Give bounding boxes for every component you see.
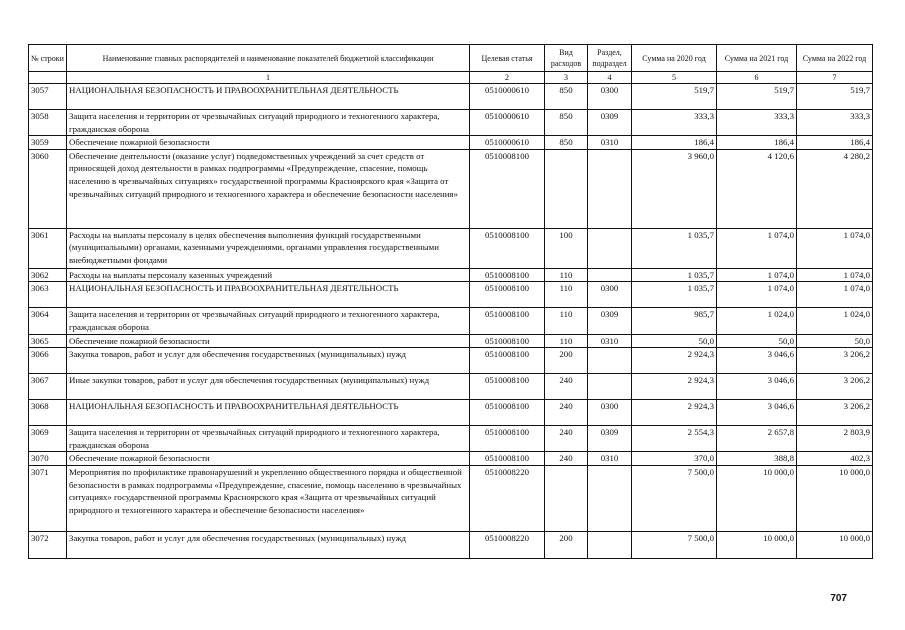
row-sum-2021-cell: 3 046,6	[717, 348, 797, 374]
table-row	[29, 308, 873, 334]
column-number: 5	[632, 72, 717, 84]
row-target-cell: 0510008100	[470, 308, 545, 334]
table-row	[29, 110, 873, 136]
row-name-cell: Обеспечение пожарной безопасности	[67, 136, 470, 150]
row-target-cell: 0510008100	[470, 348, 545, 374]
row-sum-2021-cell: 10 000,0	[717, 465, 797, 531]
row-target-cell: 0510008100	[470, 268, 545, 282]
row-expense-type-cell: 110	[545, 334, 588, 348]
row-sum-2021-cell: 1 074,0	[717, 268, 797, 282]
row-number-cell: 3072	[29, 531, 67, 558]
table-row	[29, 334, 873, 348]
row-sum-2022-cell: 402,3	[797, 452, 873, 466]
row-name-cell: Защита населения и территории от чрезвычайных ситуаций природного и техногенного характера, гражданская оборона	[67, 426, 470, 452]
row-sum-2022-cell: 10 000,0	[797, 531, 873, 558]
row-section-cell	[588, 531, 632, 558]
table-row	[29, 465, 873, 531]
table-row	[29, 531, 873, 558]
column-number: 2	[470, 72, 545, 84]
row-sum-2021-cell: 333,3	[717, 110, 797, 136]
table-row	[29, 426, 873, 452]
row-sum-2022-cell: 3 206,2	[797, 400, 873, 426]
row-expense-type-cell: 240	[545, 452, 588, 466]
row-expense-type-cell: 110	[545, 282, 588, 308]
row-section-cell: 0309	[588, 308, 632, 334]
row-sum-2021-cell: 1 074,0	[717, 282, 797, 308]
row-section-cell	[588, 465, 632, 531]
row-expense-type-cell: 100	[545, 228, 588, 268]
row-sum-2022-cell: 50,0	[797, 334, 873, 348]
table-row	[29, 268, 873, 282]
row-number-cell: 3071	[29, 465, 67, 531]
row-expense-type-cell: 850	[545, 110, 588, 136]
row-sum-2020-cell: 2 924,3	[632, 374, 717, 400]
row-sum-2021-cell: 3 046,6	[717, 400, 797, 426]
row-expense-type-cell	[545, 465, 588, 531]
row-target-cell: 0510008100	[470, 228, 545, 268]
row-expense-type-cell: 850	[545, 84, 588, 110]
row-sum-2022-cell: 1 074,0	[797, 268, 873, 282]
row-sum-2022-cell: 1 074,0	[797, 228, 873, 268]
row-sum-2020-cell: 50,0	[632, 334, 717, 348]
row-sum-2022-cell: 3 206,2	[797, 374, 873, 400]
row-target-cell: 0510008100	[470, 400, 545, 426]
table-row	[29, 136, 873, 150]
row-number-cell: 3061	[29, 228, 67, 268]
row-sum-2022-cell: 3 206,2	[797, 348, 873, 374]
row-target-cell: 0510008100	[470, 149, 545, 228]
row-number-cell: 3066	[29, 348, 67, 374]
row-target-cell: 0510000610	[470, 136, 545, 150]
row-name-cell: Расходы на выплаты персоналу казенных учреждений	[67, 268, 470, 282]
row-section-cell	[588, 228, 632, 268]
column-numbers-row	[29, 72, 873, 84]
column-number: 6	[717, 72, 797, 84]
row-sum-2021-cell: 3 046,6	[717, 374, 797, 400]
header-name: Наименование главных распорядителей и наименование показателей бюджетной классификации	[67, 45, 470, 72]
row-name-cell: Расходы на выплаты персоналу в целях обеспечения выполнения функций государственными (муниципальными) органами, казенными учреждениями, органами управления государственными внебюджетными фондами	[67, 228, 470, 268]
row-expense-type-cell: 240	[545, 426, 588, 452]
row-sum-2020-cell: 1 035,7	[632, 282, 717, 308]
row-sum-2021-cell: 10 000,0	[717, 531, 797, 558]
row-name-cell: НАЦИОНАЛЬНАЯ БЕЗОПАСНОСТЬ И ПРАВООХРАНИТЕЛЬНАЯ ДЕЯТЕЛЬНОСТЬ	[67, 400, 470, 426]
row-sum-2021-cell: 519,7	[717, 84, 797, 110]
row-target-cell: 0510008100	[470, 426, 545, 452]
row-sum-2022-cell: 519,7	[797, 84, 873, 110]
table-row	[29, 374, 873, 400]
row-target-cell: 0510000610	[470, 110, 545, 136]
row-sum-2020-cell: 3 960,0	[632, 149, 717, 228]
column-number: 3	[545, 72, 588, 84]
header-section: Раздел, подраздел	[588, 45, 632, 72]
header-expense-type: Вид расходов	[545, 45, 588, 72]
row-number-cell: 3067	[29, 374, 67, 400]
row-expense-type-cell: 200	[545, 348, 588, 374]
row-sum-2022-cell: 1 024,0	[797, 308, 873, 334]
row-sum-2020-cell: 2 924,3	[632, 400, 717, 426]
row-sum-2020-cell: 7 500,0	[632, 465, 717, 531]
row-sum-2020-cell: 333,3	[632, 110, 717, 136]
table-row	[29, 149, 873, 228]
header-sum-2020: Сумма на 2020 год	[632, 45, 717, 72]
row-section-cell	[588, 348, 632, 374]
row-name-cell: Защита населения и территории от чрезвычайных ситуаций природного и техногенного характера, гражданская оборона	[67, 110, 470, 136]
row-name-cell: Мероприятия по профилактике правонарушений и укреплению общественного порядка и общественной безопасности в рамках подпрограммы «Предупреждение, спасение, помощь населению в чрезвычайных ситуациях» государственной программы Красноярского края «Защита от чрезвычайных ситуаций природного и техногенного характера и обеспечение безопасности населения»	[67, 465, 470, 531]
table-row	[29, 282, 873, 308]
row-target-cell: 0510008100	[470, 334, 545, 348]
row-sum-2022-cell: 333,3	[797, 110, 873, 136]
row-sum-2022-cell: 1 074,0	[797, 282, 873, 308]
row-expense-type-cell: 110	[545, 268, 588, 282]
row-sum-2020-cell: 519,7	[632, 84, 717, 110]
row-expense-type-cell: 850	[545, 136, 588, 150]
row-sum-2020-cell: 7 500,0	[632, 531, 717, 558]
row-name-cell: НАЦИОНАЛЬНАЯ БЕЗОПАСНОСТЬ И ПРАВООХРАНИТЕЛЬНАЯ ДЕЯТЕЛЬНОСТЬ	[67, 84, 470, 110]
row-section-cell	[588, 374, 632, 400]
row-number-cell: 3060	[29, 149, 67, 228]
row-name-cell: Защита населения и территории от чрезвычайных ситуаций природного и техногенного характера, гражданская оборона	[67, 308, 470, 334]
row-sum-2021-cell: 50,0	[717, 334, 797, 348]
row-number-cell: 3064	[29, 308, 67, 334]
column-number	[29, 72, 67, 84]
row-sum-2020-cell: 370,0	[632, 452, 717, 466]
row-target-cell: 0510008100	[470, 282, 545, 308]
row-sum-2022-cell: 2 803,9	[797, 426, 873, 452]
table-header-row	[29, 45, 873, 72]
row-sum-2021-cell: 2 657,8	[717, 426, 797, 452]
row-target-cell: 0510008100	[470, 374, 545, 400]
row-section-cell: 0309	[588, 110, 632, 136]
column-number: 1	[67, 72, 470, 84]
column-number: 7	[797, 72, 873, 84]
row-sum-2020-cell: 2 554,3	[632, 426, 717, 452]
row-section-cell	[588, 268, 632, 282]
row-number-cell: 3065	[29, 334, 67, 348]
row-section-cell	[588, 149, 632, 228]
row-number-cell: 3062	[29, 268, 67, 282]
row-name-cell: Обеспечение деятельности (оказание услуг) подведомственных учреждений за счет средств от приносящей доход деятельности в рамках подпрограммы «Предупреждение, спасение, помощь населению в чрезвычайных ситуациях» государственной программы Красноярского края «Защита от чрезвычайных ситуаций природного и техногенного характера и обеспечение безопасности населения»	[67, 149, 470, 228]
row-number-cell: 3068	[29, 400, 67, 426]
table-row	[29, 228, 873, 268]
row-sum-2022-cell: 4 280,2	[797, 149, 873, 228]
row-section-cell: 0310	[588, 334, 632, 348]
row-number-cell: 3063	[29, 282, 67, 308]
row-section-cell: 0300	[588, 282, 632, 308]
header-target: Целевая статья	[470, 45, 545, 72]
table-row	[29, 400, 873, 426]
budget-table	[28, 44, 873, 559]
row-sum-2022-cell: 186,4	[797, 136, 873, 150]
row-target-cell: 0510000610	[470, 84, 545, 110]
row-number-cell: 3059	[29, 136, 67, 150]
row-number-cell: 3058	[29, 110, 67, 136]
table-row	[29, 348, 873, 374]
row-expense-type-cell	[545, 149, 588, 228]
row-sum-2021-cell: 1 024,0	[717, 308, 797, 334]
row-name-cell: Обеспечение пожарной безопасности	[67, 334, 470, 348]
row-sum-2022-cell: 10 000,0	[797, 465, 873, 531]
row-expense-type-cell: 240	[545, 374, 588, 400]
row-sum-2021-cell: 388,8	[717, 452, 797, 466]
row-name-cell: Закупка товаров, работ и услуг для обеспечения государственных (муниципальных) нужд	[67, 348, 470, 374]
row-number-cell: 3070	[29, 452, 67, 466]
table-row	[29, 84, 873, 110]
row-section-cell: 0300	[588, 400, 632, 426]
row-sum-2021-cell: 186,4	[717, 136, 797, 150]
row-sum-2020-cell: 1 035,7	[632, 228, 717, 268]
row-sum-2021-cell: 1 074,0	[717, 228, 797, 268]
row-section-cell: 0310	[588, 452, 632, 466]
row-number-cell: 3069	[29, 426, 67, 452]
row-sum-2020-cell: 985,7	[632, 308, 717, 334]
row-section-cell: 0310	[588, 136, 632, 150]
row-number-cell: 3057	[29, 84, 67, 110]
header-sum-2022: Сумма на 2022 год	[797, 45, 873, 72]
row-expense-type-cell: 110	[545, 308, 588, 334]
row-target-cell: 0510008220	[470, 465, 545, 531]
row-sum-2021-cell: 4 120,6	[717, 149, 797, 228]
column-number: 4	[588, 72, 632, 84]
row-name-cell: Иные закупки товаров, работ и услуг для обеспечения государственных (муниципальных) нужд	[67, 374, 470, 400]
header-row-no: № строки	[29, 45, 67, 72]
table-row	[29, 452, 873, 466]
row-sum-2020-cell: 186,4	[632, 136, 717, 150]
row-sum-2020-cell: 1 035,7	[632, 268, 717, 282]
row-section-cell: 0309	[588, 426, 632, 452]
row-sum-2020-cell: 2 924,3	[632, 348, 717, 374]
row-expense-type-cell: 240	[545, 400, 588, 426]
row-name-cell: Закупка товаров, работ и услуг для обеспечения государственных (муниципальных) нужд	[67, 531, 470, 558]
row-section-cell: 0300	[588, 84, 632, 110]
row-name-cell: НАЦИОНАЛЬНАЯ БЕЗОПАСНОСТЬ И ПРАВООХРАНИТЕЛЬНАЯ ДЕЯТЕЛЬНОСТЬ	[67, 282, 470, 308]
row-expense-type-cell: 200	[545, 531, 588, 558]
row-target-cell: 0510008220	[470, 531, 545, 558]
row-target-cell: 0510008100	[470, 452, 545, 466]
page-number: 707	[830, 593, 847, 604]
row-name-cell: Обеспечение пожарной безопасности	[67, 452, 470, 466]
header-sum-2021: Сумма на 2021 год	[717, 45, 797, 72]
